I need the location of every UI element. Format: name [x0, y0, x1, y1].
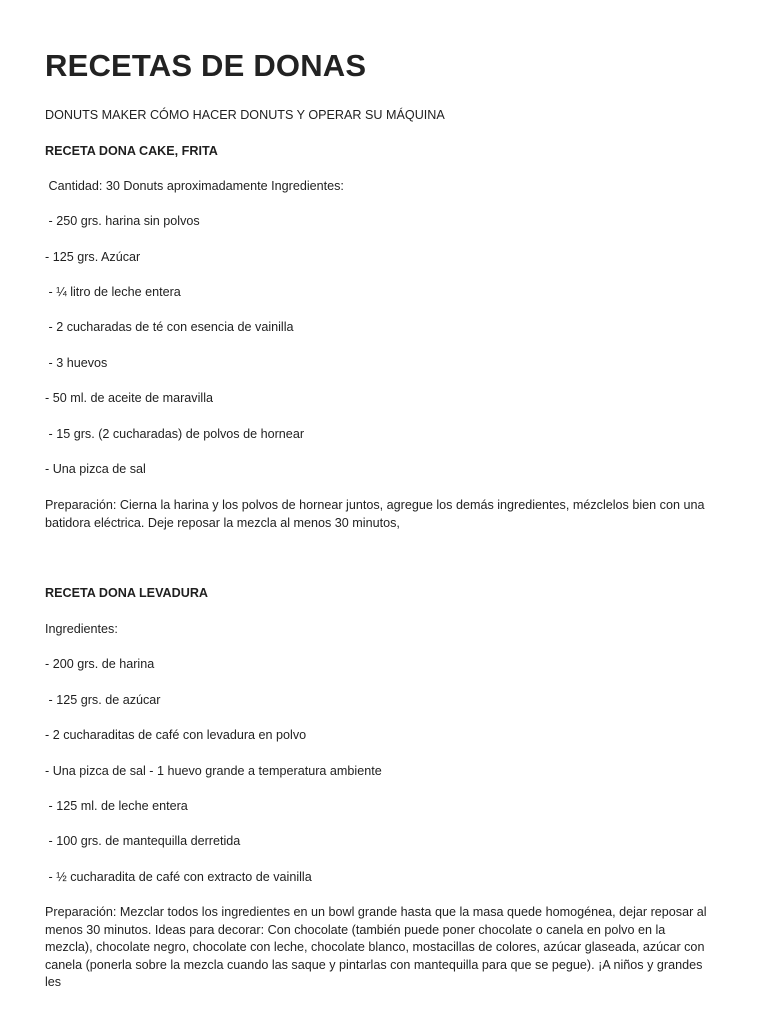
recipe2-ingredients-label: Ingredientes: [45, 622, 118, 636]
document-subtitle: DONUTS MAKER CÓMO HACER DONUTS Y OPERAR SU MÁQUINA [45, 108, 445, 122]
recipe1-heading: RECETA DONA CAKE, FRITA [45, 144, 218, 158]
document-title: RECETAS DE DONAS [45, 48, 367, 83]
recipe2-ingredient: - 2 cucharaditas de café con levadura en polvo [45, 728, 307, 742]
recipe1-ingredient: - 2 cucharadas de té con esencia de vainilla [45, 320, 294, 334]
recipe1-ingredient: - 50 ml. de aceite de maravilla [45, 391, 213, 405]
recipe2-ingredient: - 200 grs. de harina [45, 657, 155, 671]
recipe1-preparation: Preparación: Cierna la harina y los polvos de hornear juntos, agregue los demás ingredientes, mézclelos bien con una batidora eléctrica. Deje reposar la mezcla al menos 30 minutos, [45, 498, 705, 530]
recipe2-ingredient: - 100 grs. de mantequilla derretida [45, 834, 241, 848]
recipe2-ingredient: - 125 ml. de leche entera [45, 799, 188, 813]
recipe1-ingredient: - 250 grs. harina sin polvos [45, 214, 200, 228]
recipe1-ingredient: - ¼ litro de leche entera [45, 285, 181, 299]
recipe2-ingredient: - Una pizca de sal - 1 huevo grande a temperatura ambiente [45, 764, 382, 778]
recipe2-ingredient: - ½ cucharadita de café con extracto de vainilla [45, 870, 312, 884]
recipe1-ingredient: - 3 huevos [45, 356, 108, 370]
recipe1-ingredient: - 15 grs. (2 cucharadas) de polvos de hornear [45, 427, 305, 441]
recipe2-ingredient: - 125 grs. de azúcar [45, 693, 161, 707]
recipe1-quantity: Cantidad: 30 Donuts aproximadamente Ingredientes: [45, 179, 344, 193]
recipe2-heading: RECETA DONA LEVADURA [45, 586, 209, 600]
recipe1-ingredient: - 125 grs. Azúcar [45, 250, 141, 264]
recipe1-ingredient: - Una pizca de sal [45, 462, 146, 476]
recipe2-preparation: Preparación: Mezclar todos los ingredientes en un bowl grande hasta que la masa quede homogénea, dejar reposar al menos 30 minutos. Ideas para decorar: Con chocolate (también puede poner chocolate o canela en polvo en la mezcla), chocolate negro, chocolate con leche, chocolate blanco, mostacillas de colores, azúcar glaseada, azúcar con canela (ponerla sobre la mezcla cuando las saque y pintarlas con mantequilla para que se pegue). ¡A niños y grandes les [45, 905, 707, 989]
